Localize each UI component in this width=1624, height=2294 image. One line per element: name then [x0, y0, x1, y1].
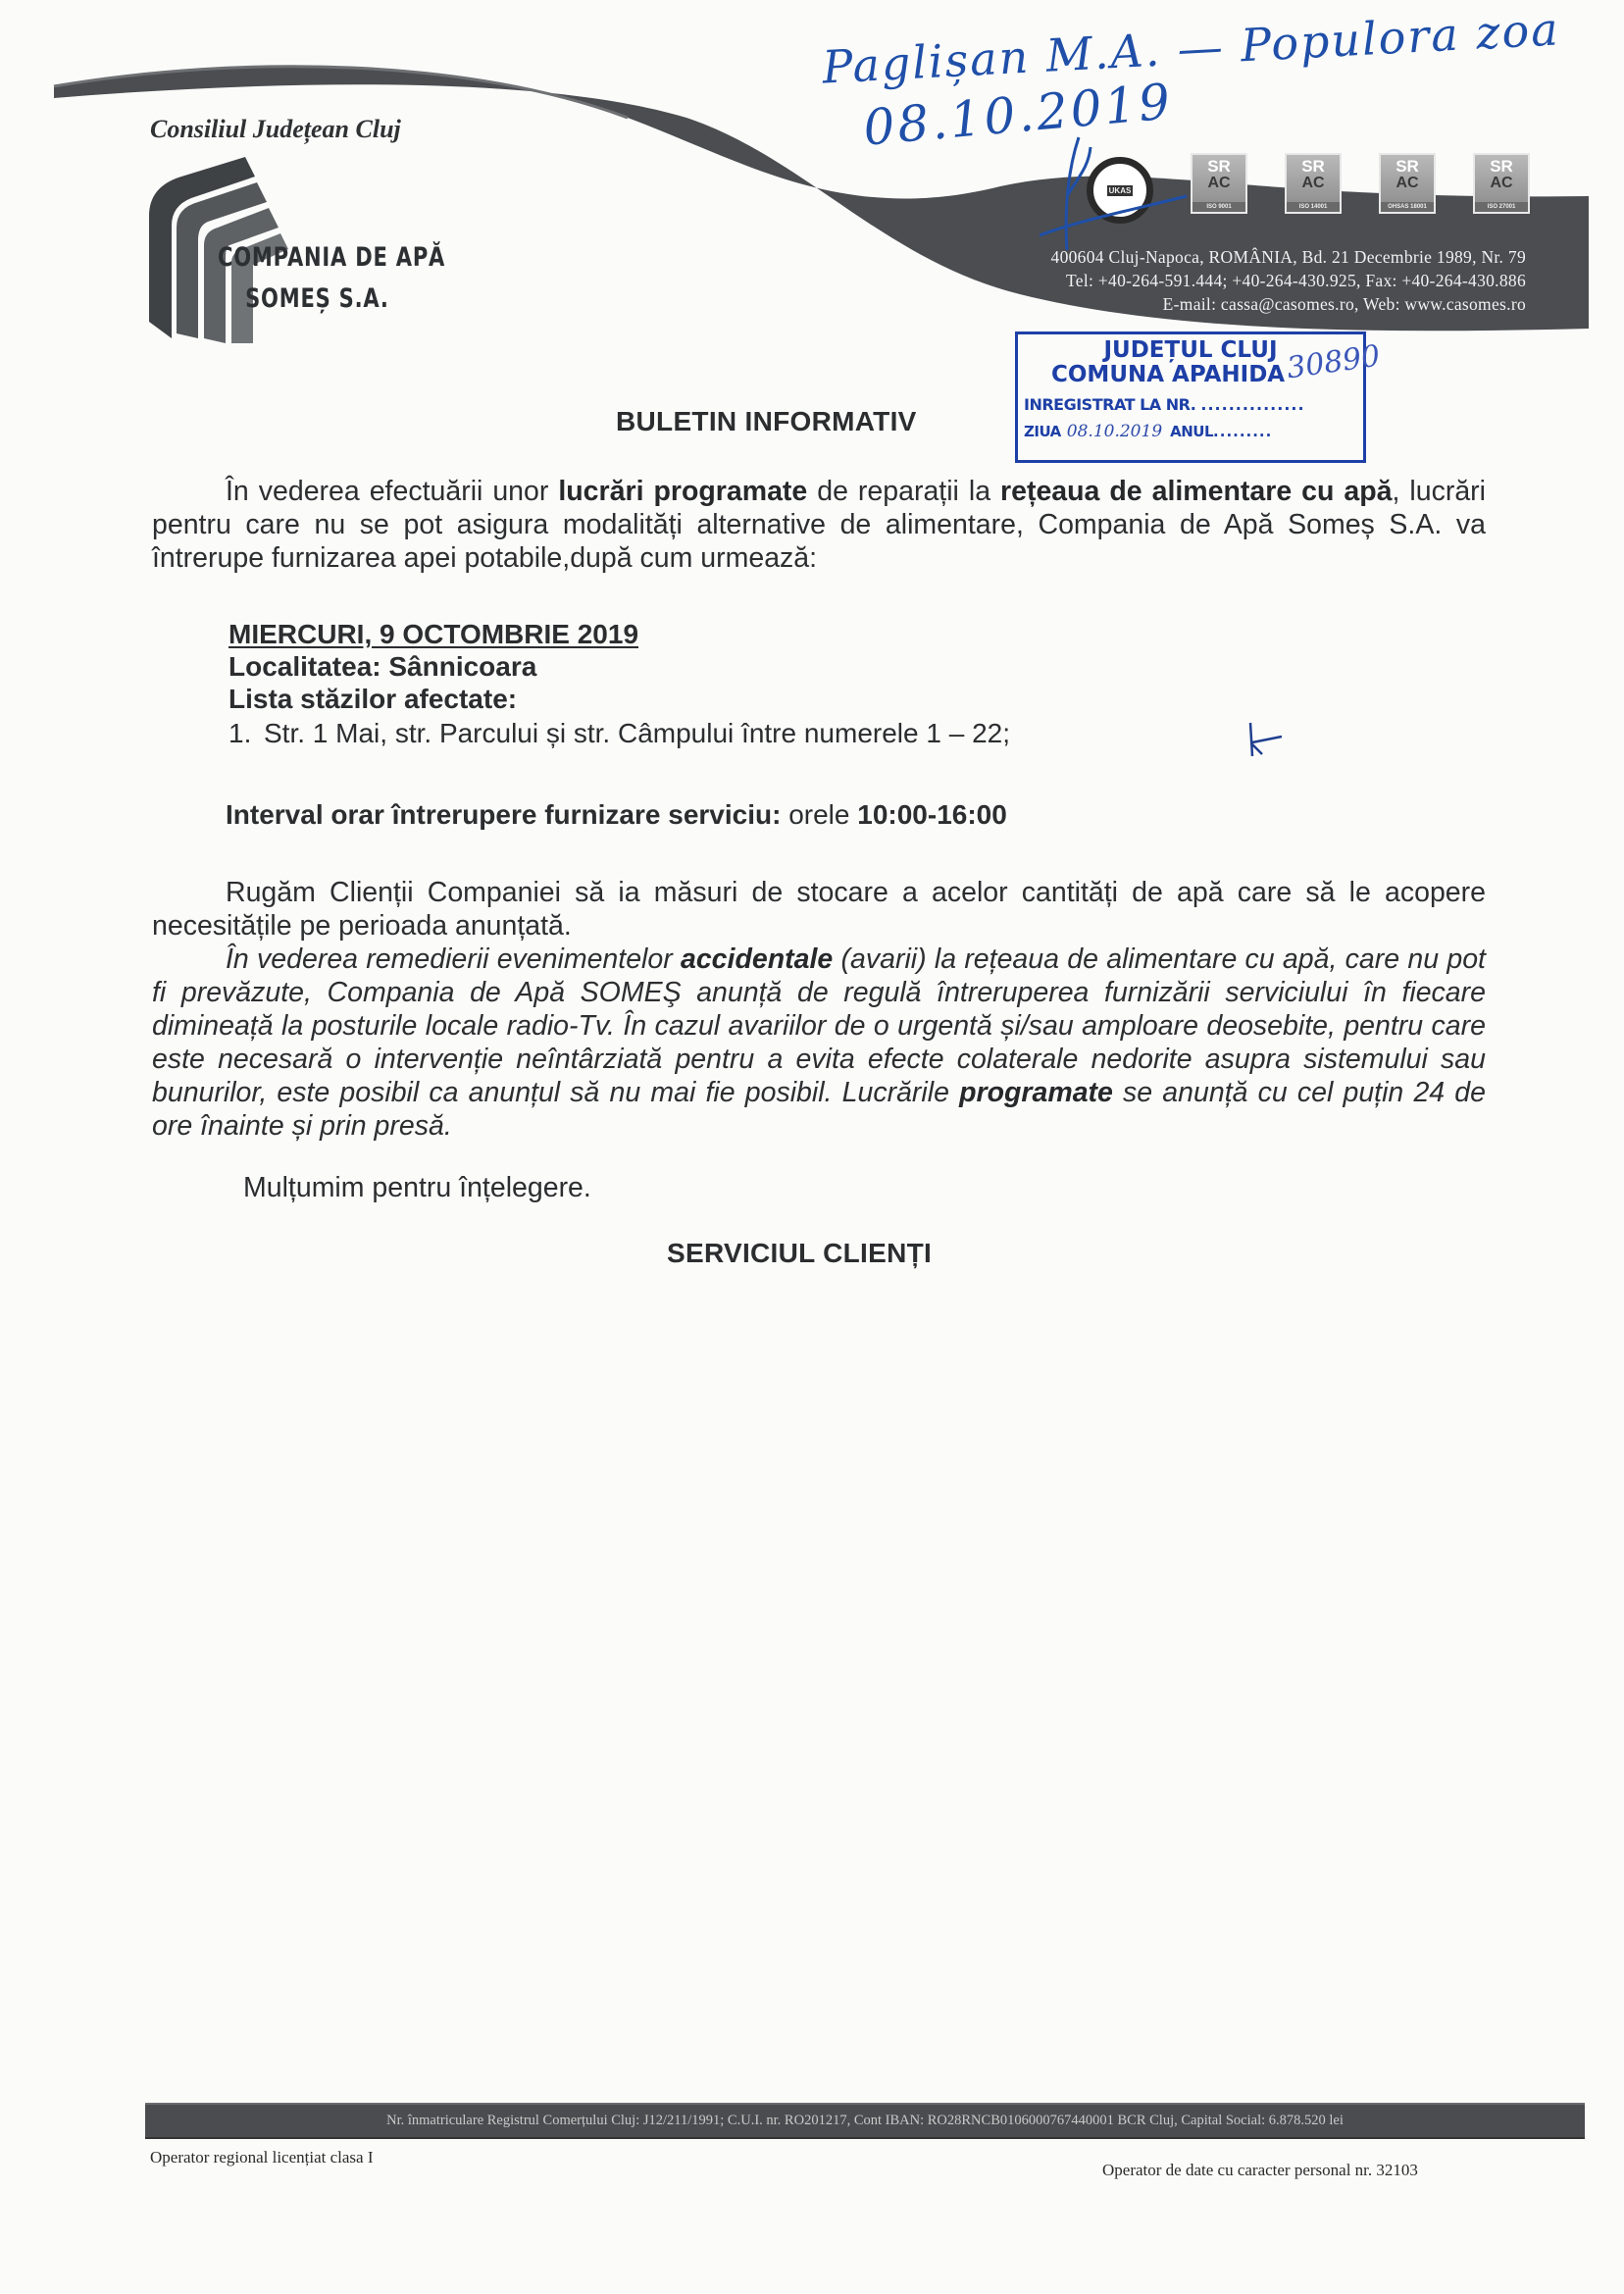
handwritten-date: 08.10.2019	[861, 73, 1176, 157]
footer-registry-bar: Nr. înmatriculare Registrul Comerțului Cluj: J12/211/1991; C.U.I. nr. RO201217, Cont IBAN: RO28RNCB0106000767440001 BCR Cluj, Capital Social: 6.878.520 lei	[145, 2103, 1585, 2139]
stamp-handwritten-date: 08.10.2019	[1066, 422, 1163, 441]
intro-paragraph: În vederea efectuării unor lucrări programate de reparații la rețeaua de alimentare cu apă, lucrări pentru care nu se pot asigura modalități alternative de alimentare, Compania de Apă Someș S.A. va întrerupe furnizarea apei potabile,după cum urmează:	[152, 476, 1487, 574]
footer-operator-license: Operator regional licențiat clasa I	[150, 2148, 374, 2167]
thanks-line: Mulțumim pentru înțelegere.	[243, 1172, 591, 1203]
srac-badge-icon: SR AC ISO 27001	[1473, 153, 1530, 214]
stamp-county: JUDEȚUL CLUJ	[1103, 337, 1278, 363]
company-name	[218, 237, 445, 320]
streets-list	[152, 717, 1010, 749]
storage-request-paragraph: Rugăm Clienții Companiei să ia măsuri de stocare a acelor cantități de apă care să le acopere necesitățile pe perioada anunțată.	[152, 877, 1486, 942]
handwritten-mark-icon	[1241, 721, 1290, 760]
document-title: BULETIN INFORMATIV	[616, 406, 917, 436]
stamp-date-line: ZIUA 08.10.2019 ANUL .........	[1024, 422, 1273, 441]
outage-interval: Interval orar întrerupere furnizare serviciu: orele 10:00-16:00	[226, 799, 1007, 830]
list-item: 1. Str. 1 Mai, str. Parcului și str. Câmpului între numerele 1 – 22;	[228, 718, 1010, 748]
srac-badge-icon: SR AC OHSAS 18001	[1379, 153, 1436, 214]
contact-block	[1051, 245, 1526, 316]
locality: Localitatea: Sânnicoara	[228, 651, 537, 682]
accidents-paragraph: În vederea remedierii evenimentelor accidentale (avarii) la rețeaua de alimentare cu apă, care nu pot fi prevăzute, Compania de Apă SOMEŞ anunță de regulă întreruperea furnizării serviciului în fiecare dimineață la posturile locale radio-Tv. În cazul avariilor de o urgentă și/sau amploare deosebite, pentru care este necesară o intervenție neîntârziată pentru a evita efecte colaterale nedorite asupra sistemului sau bunurilor, este posibil ca anunțul să nu mai fie posibil. Lucrările programate se anunță cu cel puțin 24 de ore înainte și prin presă.	[152, 943, 1487, 1142]
stamp-registration-line: INREGISTRAT LA NR. ...............	[1024, 395, 1305, 414]
email-web: E-mail: cassa@casomes.ro, Web: www.casomes.ro	[1162, 294, 1526, 314]
streets-heading: Lista stăzilor afectate:	[228, 684, 518, 714]
address: 400604 Cluj-Napoca, ROMÂNIA, Bd. 21 Decembrie 1989, Nr. 79	[1050, 247, 1526, 267]
srac-badge-icon: SR AC ISO 14001	[1285, 153, 1342, 214]
handwritten-note: Paglișan M.A. — Populora zoa	[821, 2, 1561, 94]
stamp-registration-number: 30890	[1285, 338, 1383, 386]
srac-badge-icon: SR AC ISO 9001	[1191, 153, 1247, 214]
company-name-line1: COMPANIA DE APĂ	[218, 242, 446, 273]
outage-date: MIERCURI, 9 OCTOMBRIE 2019	[228, 619, 639, 649]
stamp-commune: COMUNA APAHIDA	[1051, 362, 1286, 387]
ukas-badge-icon: UKAS	[1087, 157, 1153, 224]
phone-fax: Tel: +40-264-591.444; +40-264-430.925, Fax: +40-264-430.886	[1066, 271, 1526, 290]
company-name-line2: SOMEȘ S.A.	[245, 283, 389, 314]
handwritten-initials-icon	[1040, 127, 1196, 255]
schedule-block	[228, 618, 638, 715]
council-name: Consiliul Județean Cluj	[150, 115, 401, 143]
signature-department: SERVICIUL CLIENȚI	[667, 1238, 933, 1268]
footer-data-operator: Operator de date cu caracter personal nr. 32103	[1102, 2161, 1418, 2179]
